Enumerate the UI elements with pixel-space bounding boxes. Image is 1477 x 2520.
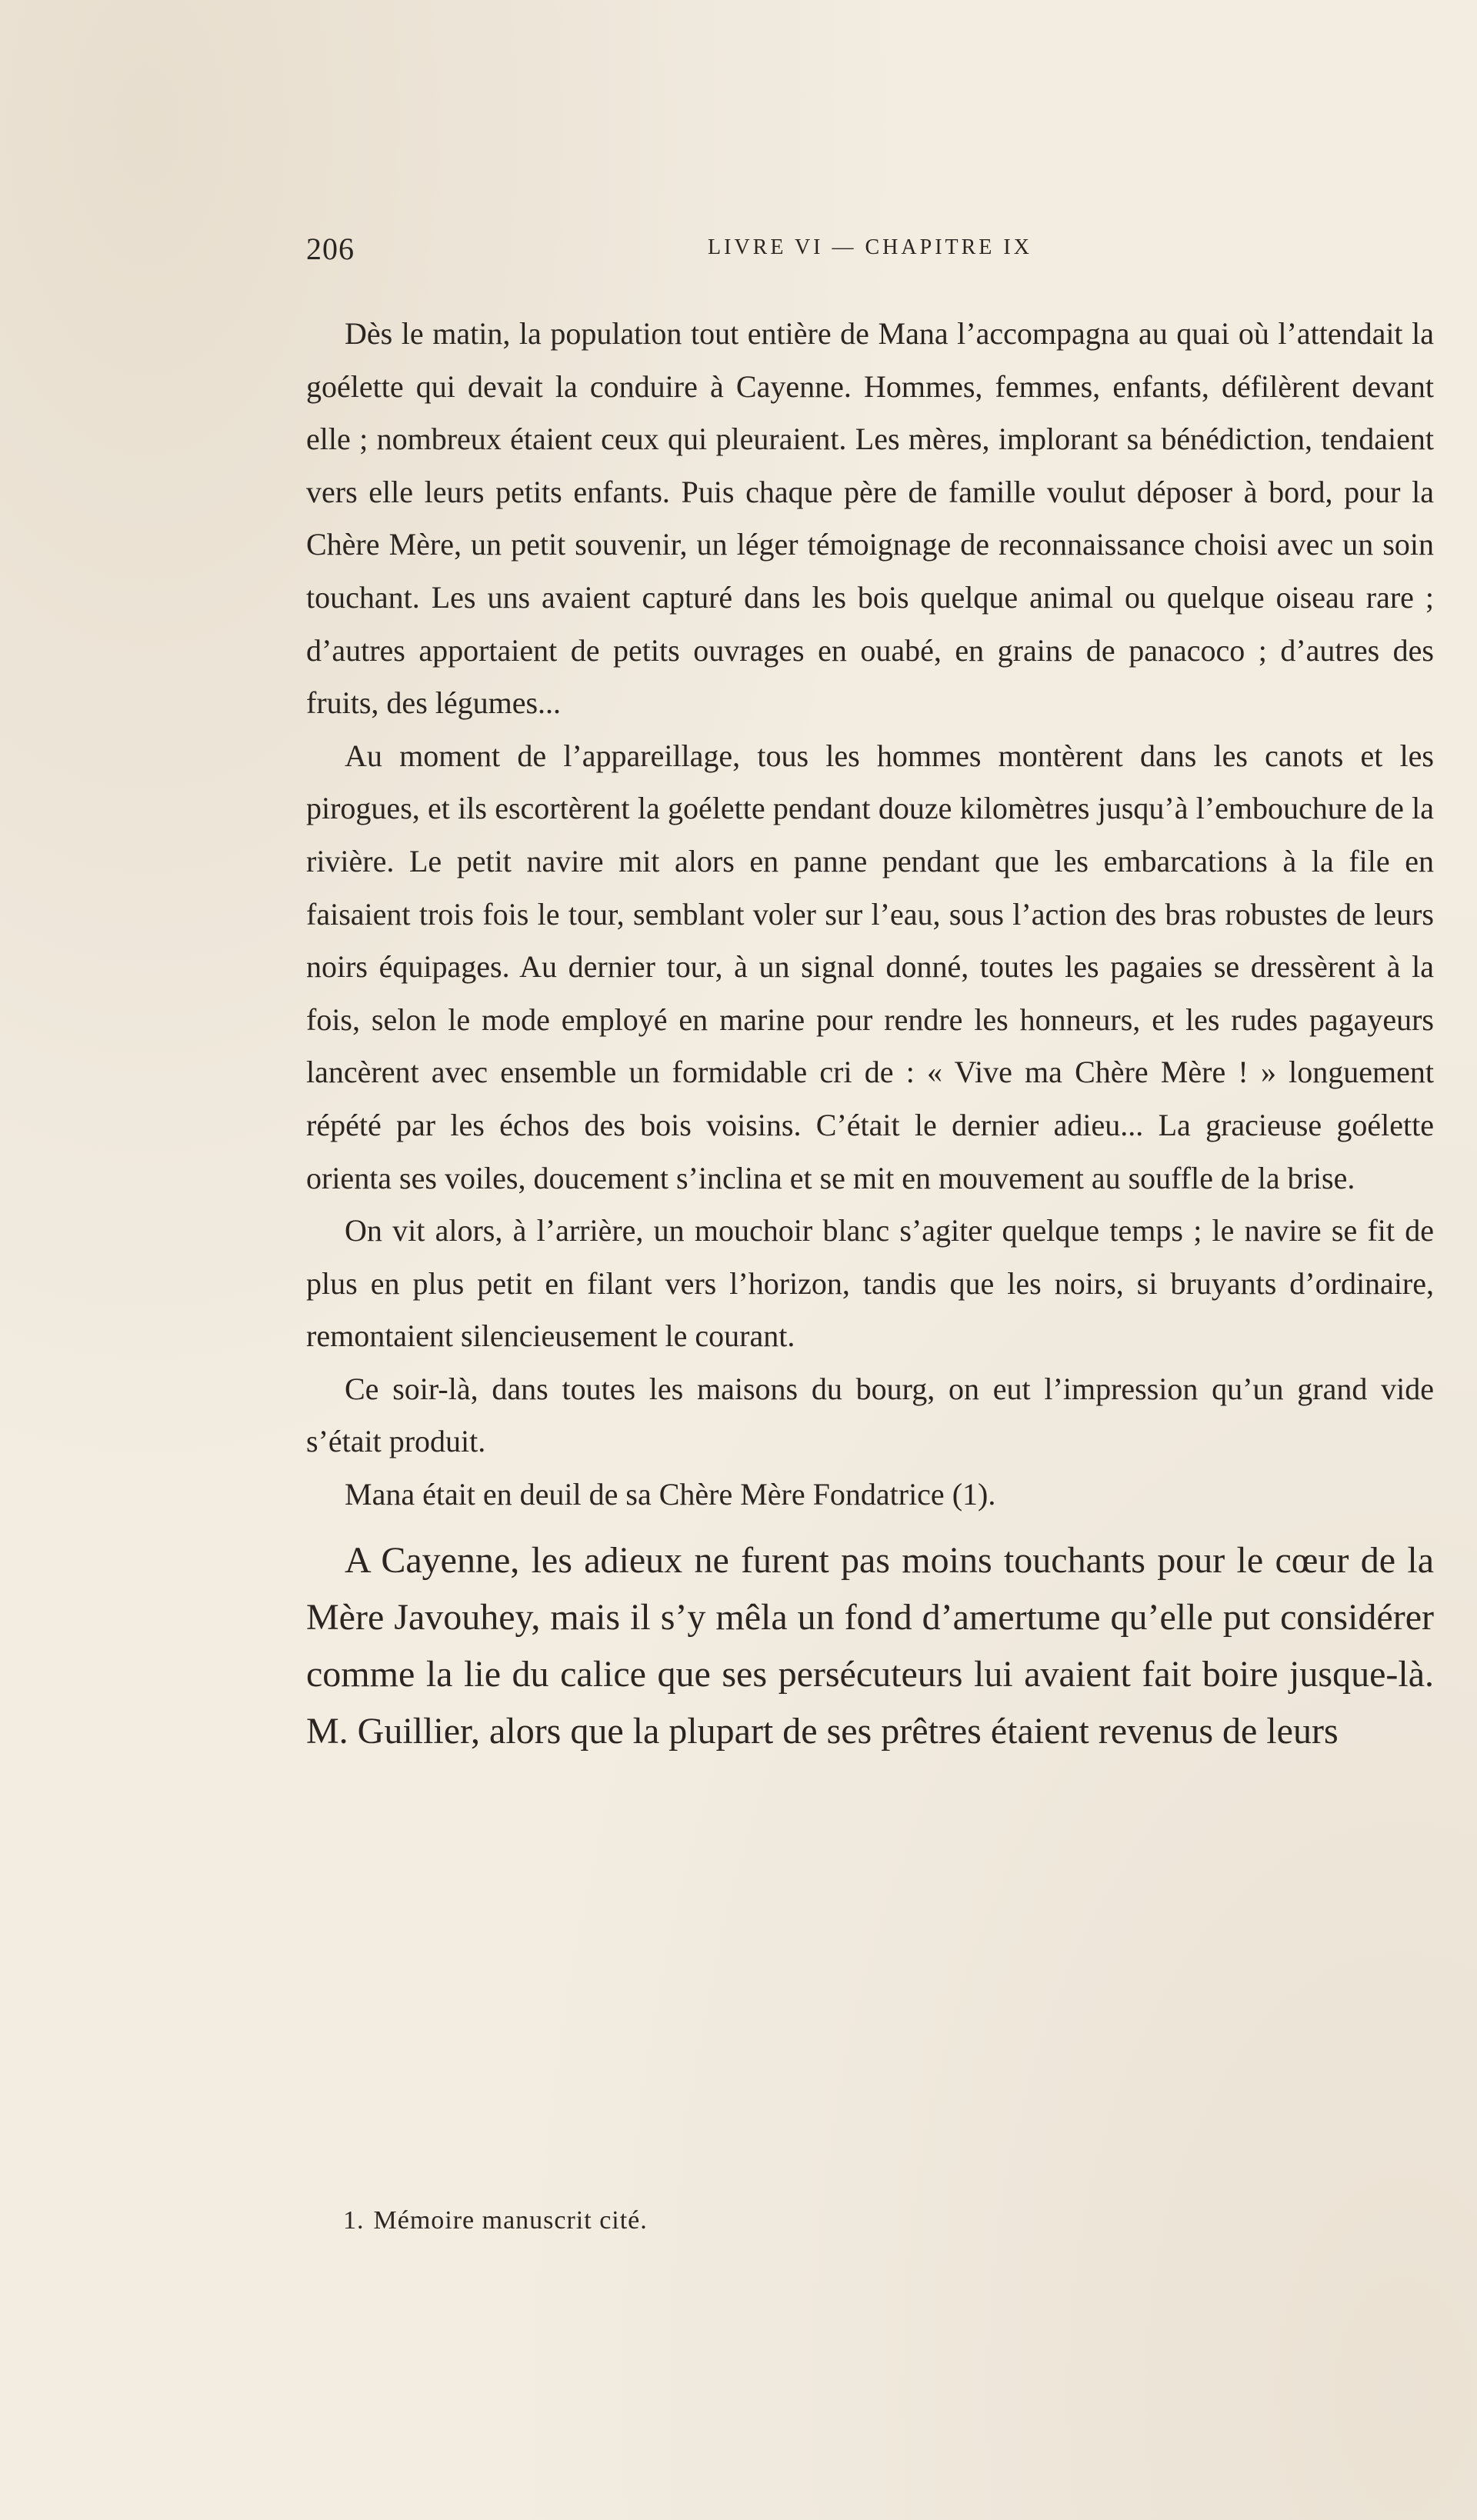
paragraph-handkerchief: On vit alors, à l’arrière, un mouchoir blanc s’agiter quelque temps ; le navire se fit de plus en plus petit en filant vers l’horizon, tandis que les noirs, si bruyants d’ordinaire, remontaient silencieusement le courant. (306, 1213, 1434, 1354)
paragraph-departure: Dès le matin, la population tout entière de Mana l’accompagna au quai où l’attendait la goélette qui devait la conduire à Cayenne. Hommes, femmes, enfants, défilèrent devant elle ; nombreux étaient ceux qui pleuraient. Les mères, implorant sa bénédiction, tendaient vers elle leurs petits enfants. Puis chaque père de famille voulut déposer à bord, pour la Chère Mère, un petit souvenir, un léger témoignage de reconnaissance choisi avec un soin touchant. Les uns avaient capturé dans les bois quelque animal ou quelque oiseau rare ; d’autres apportaient de petits ouvrages en ouabé, en grains de panacoco ; d’autres des fruits, des légumes... (306, 316, 1434, 721)
footnote-text: Mémoire manuscrit cité. (373, 2206, 648, 2235)
footnote-number: 1. (343, 2206, 365, 2235)
body-text (306, 308, 1434, 1760)
page-number: 206 (306, 232, 355, 266)
running-head: LIVRE VI — CHAPITRE IX (708, 235, 1032, 259)
paragraph-cayenne: A Cayenne, les adieux ne furent pas moins touchants pour le cœur de la Mère Javouhey, mais il s’y mêla un fond d’amertume qu’elle put considérer comme la lie du calice que ses persécuteurs lui avaient fait boire jusque-là. M. Guillier, alors que la plupart de ses prêtres étaient revenus de leurs (306, 1539, 1434, 1752)
paragraph-evening: Ce soir-là, dans toutes les maisons du bourg, on eut l’impression qu’un grand vide s’était produit. (306, 1371, 1434, 1459)
footnote (343, 2206, 648, 2235)
page-header (306, 231, 1434, 277)
paragraph-escort: Au moment de l’appareillage, tous les hommes montèrent dans les canots et les pirogues, et ils escortèrent la goélette pendant douze kilomètres jusqu’à l’embouchure de la rivière. Le petit navire mit alors en panne pendant que les embarcations à la file en faisaient trois fois le tour, semblant voler sur l’eau, sous l’action des bras robustes de leurs noirs équipages. Au dernier tour, à un signal donné, toutes les pagaies se dressèrent à la fois, selon le mode employé en marine pour rendre les honneurs, et les rudes pagayeurs lancèrent avec ensemble un formidable cri de : « Vive ma Chère Mère ! » longuement répété par les échos des bois voisins. C’était le dernier adieu... La gracieuse goélette orienta ses voiles, doucement s’inclina et se mit en mouvement au souffle de la brise. (306, 738, 1434, 1195)
paragraph-mourning: Mana était en deuil de sa Chère Mère Fondatrice (1). (345, 1477, 996, 1512)
